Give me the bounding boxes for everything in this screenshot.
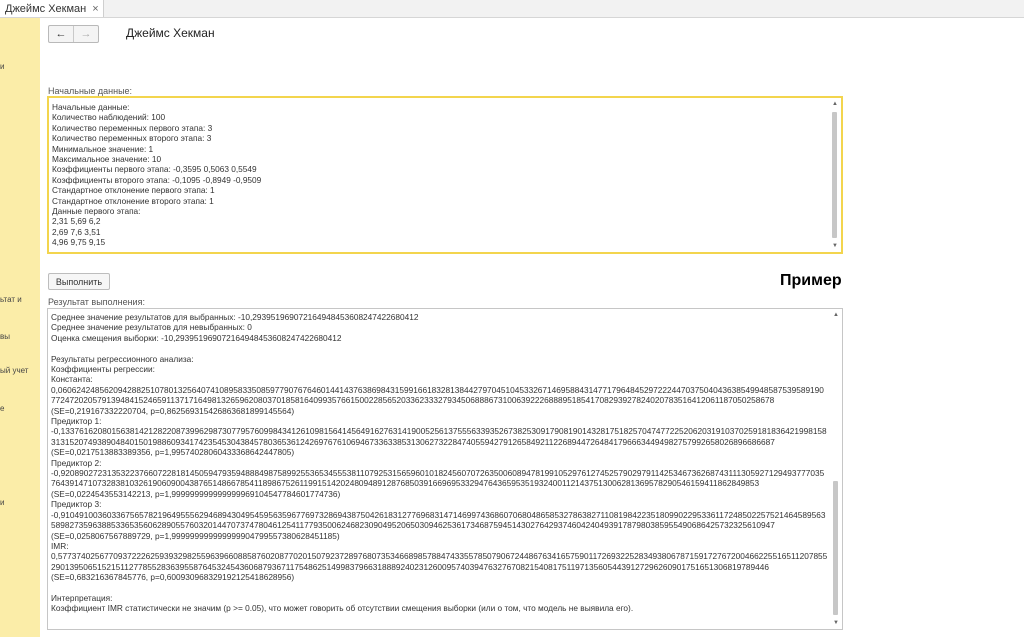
text-line: Константа: [51,374,93,385]
text-line: Интерпретация: [51,592,113,603]
page-title: Джеймс Хекман [126,26,215,40]
text-line: Коэффициенты второго этапа: -0,1095 -0,8949 -0,9509 [52,174,262,185]
text-line: IMR: [51,540,69,551]
text-line: Стандартное отклонение первого этапа: 1 [52,185,215,196]
text-line: Количество наблюдений: 100 [52,112,166,123]
text-line: Среднее значение результатов для выбранных: -10,293951969072164948453608247422680412 [51,312,419,322]
scroll-thumb[interactable] [832,112,837,238]
initial-scrollbar[interactable] [831,100,839,250]
example-heading: Пример [780,272,842,289]
text-line: Коэффициенты первого этапа: -0,3595 0,5063 0,5549 [52,164,257,175]
forward-arrow-icon[interactable]: → [73,26,98,42]
sidebar-item[interactable]: и [0,498,5,507]
run-button[interactable]: Выполнить [48,273,110,290]
result-scrollbar[interactable] [832,311,840,627]
text-line: Количество переменных второго этапа: 3 [52,133,212,144]
text-line: Минимальное значение: 1 [52,143,154,154]
text-line: Коэффициент IMR статистически не значим (p >= 0.05), что может говорить об отсутствии смещения выборки (или о том, что модель не выявила его). [51,603,634,614]
text-line: 2,69 7,6 3,51 [52,226,101,237]
sidebar-item[interactable]: ый учет [0,366,29,375]
text-line: Предиктор 1: [51,416,102,427]
text-line: (SE=0,683216367845776, p=0,600930968329192125418628956) [51,572,295,583]
text-line: (SE=0,0224543553142213, p=1,999999999999999969104547784601774736) [51,488,341,499]
close-icon[interactable]: × [92,2,99,15]
scroll-thumb[interactable] [833,481,838,615]
text-line: Коэффициенты регрессии: [51,364,155,375]
sidebar [0,18,40,637]
text-line: 4,96 9,75 9,15 [52,237,106,248]
text-line: 2,31 5,69 6,2 [52,216,101,227]
text-line: 0,06062424856209428825107801325640741089583350859779076764601441437638698431599166183281384427970451045332671469588431477179648452972224470375040436385499485875395891907724720205791394841524659113717164981326596208037018581640993576615002285652033623332793450688867310063922268889518541708293927824020783516412061187050258678 [51,384,824,406]
text-line: Максимальное значение: 10 [52,154,162,165]
initial-data-text[interactable] [52,102,827,250]
scroll-down-icon[interactable]: ▼ [832,243,838,249]
text-line: Результаты регрессионного анализа: [51,353,194,364]
text-line [51,343,828,353]
text-line [51,583,828,593]
sidebar-item[interactable]: ьтат и [0,295,22,304]
scroll-up-icon[interactable]: ▲ [832,101,838,107]
text-line: Данные первого этапа: [52,206,141,217]
text-line: Среднее значение результатов для невыбранных: 0 [51,322,252,333]
text-line: -0,92089027231353223766072281814505947935948884987589925536534555381107925315659601018245607072635006089478199105297612745257902979114253467362687431113059271294937770357643914710732838103261906090043876514866785411898675261199151420248094891287685039166969533294764365953519324001121437513006281369578290546159411862849853 [51,468,825,489]
text-line: Предиктор 3: [51,499,102,510]
initial-data-textarea[interactable] [47,96,843,254]
navigation-buttons [48,25,99,43]
text-line: (SE=0,0217513883389356, p=1,99574028060433368642447805) [51,447,295,458]
back-arrow-icon[interactable]: ← [55,28,67,40]
tab-bar [0,0,1024,18]
text-line: -0,91049100360336756578219649555629468943049545956359677697328694387504261831277696831471469974368607068048658532786382711081984223518099022953361172485022575214645895635898273596388533653560628905576032014470737478046125411779350062468230904952065030946253617346875945143027642937460424049391787980385955490686425732325610947 [51,509,826,531]
text-line: Оценка смещения выборки: -10,293951969072164948453608247422680412 [51,332,342,343]
sidebar-item[interactable]: е [0,404,5,413]
result-textarea[interactable] [47,308,843,630]
text-line: Начальные данные: [52,102,130,112]
text-line: (SE=0,219167332220704, p=0,862569315426863681899145564) [51,405,295,416]
text-line: Предиктор 2: [51,457,102,468]
scroll-down-icon[interactable]: ▼ [833,620,839,626]
text-line: -0,13376162080156381421282208739962987307795760998434126109815641456491627631419005256137555633935267382530917908190143281751825704747722520620319103702591818364219981583131520749389048401501988609341742354530438457803653612426976761069467336338531306273228474055942791265849211226894472648417966634494982757992658026896686687 [51,426,827,447]
text-line: Стандартное отклонение второго этапа: 1 [52,195,214,206]
initial-data-label: Начальные данные: [48,86,133,96]
text-line: Количество переменных первого этапа: 3 [52,122,213,133]
sidebar-item[interactable]: и [0,62,5,71]
sidebar-item[interactable]: вы [0,332,10,341]
result-text[interactable] [51,312,828,627]
tab-title[interactable]: Джеймс Хекман [5,2,87,15]
tab-heckman[interactable] [0,0,104,17]
scroll-up-icon[interactable]: ▲ [833,312,839,318]
text-line: 0,57737402567709372226259393298255963966088587602087702015079237289768073534668985788474335578507906724486763416575901172693225283493806787159172767200466225516511207855290139506515215112778552836395587645324543606879367117548625149983796631888924023126009574039476327670821540817511971356054439127296260901751651306819789446 [51,551,828,572]
text-line: (SE=0,0258067567889729, p=1,999999999999999904799557380628451185) [51,530,340,541]
result-label: Результат выполнения: [48,297,145,307]
